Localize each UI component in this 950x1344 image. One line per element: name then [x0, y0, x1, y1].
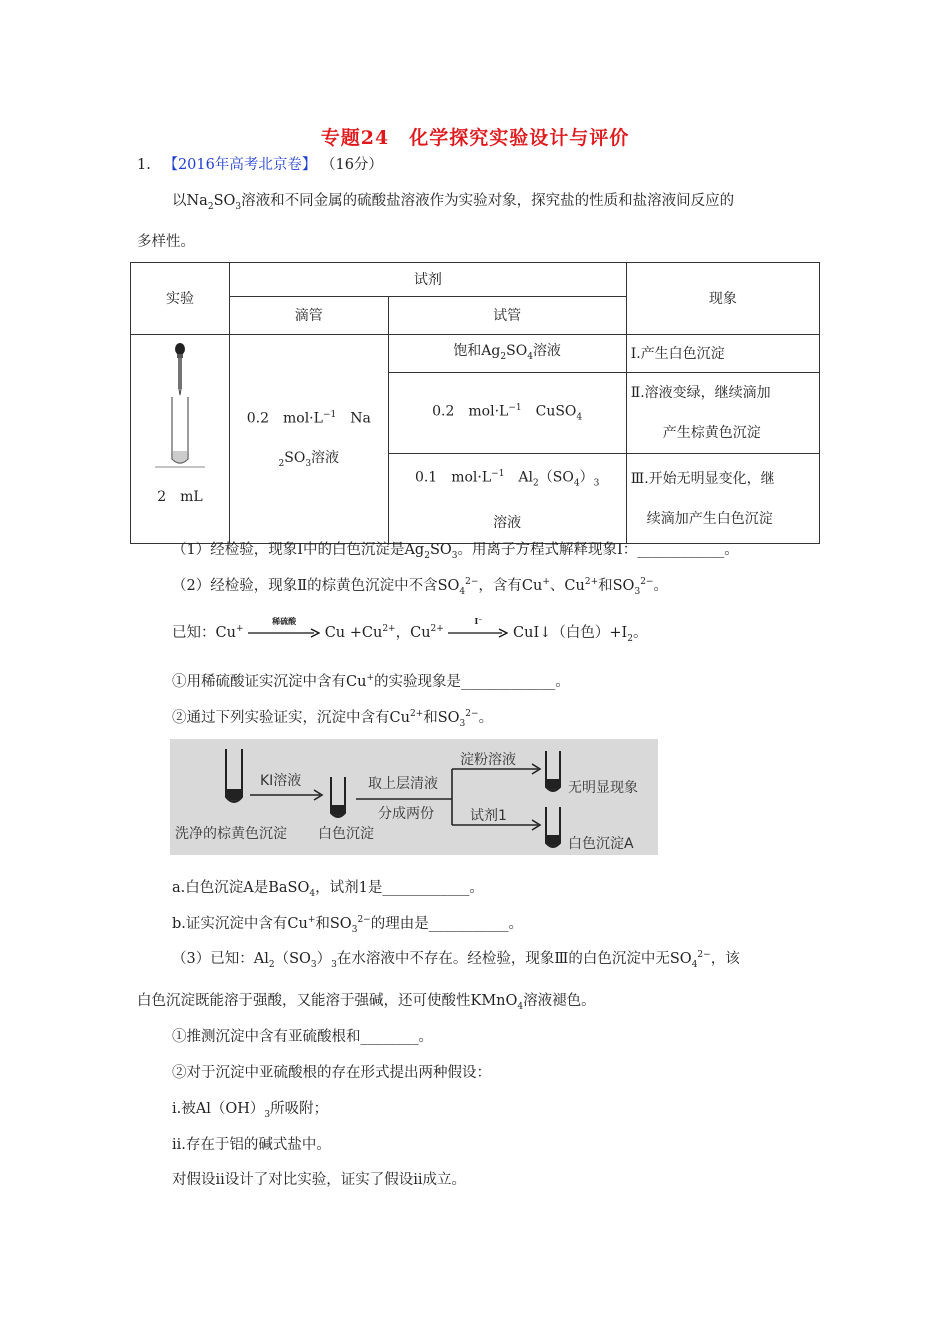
experiment-table: [130, 262, 820, 544]
part3-sub2: ②对于沉淀中亚硫酸根的存在形式提出两种假设：: [172, 1065, 491, 1081]
part2-sub-a: a.白色沉淀A是BaSO$_4$，试剂1是____________。: [172, 880, 484, 899]
part3-line-2: 白色沉淀既能溶于强酸，又能溶于强碱，还可使酸性KMnO$_4$溶液褪色。: [137, 993, 596, 1012]
tube-reagent-2: 0.2 $mol\cdot L^{-1}$ CuSO$_4$: [388, 373, 626, 454]
question-score: （16分）: [320, 157, 383, 173]
experiment-flow-diagram: [170, 739, 658, 855]
label-white-precipitate-a: 白色沉淀A: [568, 836, 634, 852]
intro-line-2: 多样性。: [137, 234, 195, 250]
header-reagent: 试剂: [230, 263, 627, 297]
part2-question: （2）经检验，现象Ⅱ的棕黄色沉淀中不含$SO_4^{2-}$，含有Cu+、$Cu^{2+}$和$SO_3^{2-}$。: [172, 577, 668, 597]
label-no-change: 无明显现象: [568, 780, 638, 796]
label-starch-solution: 淀粉溶液: [460, 752, 516, 768]
label-split-two: 分成两份: [378, 806, 434, 822]
part3-conclusion: 对假设ii设计了对比实验，证实了假设ii成立。: [172, 1172, 467, 1188]
intro-line-1: 以$Na_2SO_3$溶液和不同金属的硫酸盐溶液作为实验对象，探究盐的性质和盐溶液间反应的: [172, 193, 735, 212]
header-experiment: 实验: [131, 263, 230, 335]
part2-sub-b: b.证实沉淀中含有Cu+和$SO_3^{2-}$的理由是___________。: [172, 915, 523, 935]
right-arrow-icon: [248, 626, 320, 640]
part2-sub1: ①用稀硫酸证实沉淀中含有Cu+的实验现象是_____________。: [172, 673, 570, 690]
right-arrow-icon: [448, 626, 508, 640]
arrow-iodide: I⁻: [448, 626, 508, 640]
phenomenon-1: Ⅰ.产生白色沉淀: [626, 335, 819, 373]
part3-sub1: ①推测沉淀中含有亚硫酸根和________。: [172, 1029, 433, 1045]
header-test-tube: 试管: [388, 297, 626, 335]
dropper-reagent: 0.2 $mol\cdot L^{-1}$ Na $_2SO_3$溶液: [230, 335, 389, 544]
question-header: [137, 153, 383, 174]
hypothesis-2: ii.存在于铝的碱式盐中。: [172, 1137, 331, 1153]
phenomenon-2: Ⅱ.溶液变绿，继续滴加 产生棕黄色沉淀: [626, 373, 819, 454]
hypothesis-1: i.被$Al(OH)_3$所吸附；: [172, 1101, 329, 1120]
tube-reagent-3: 0.1 $mol\cdot L^{-1}$ $Al_2(SO_4)_3$ 溶液: [388, 454, 626, 544]
known-reactions: 已知：Cu+ 稀硫酸 $Cu +Cu^{2+}$，$Cu^{2+}$ I⁻ CuI↓（白色）$+I_2$。: [172, 616, 648, 644]
phenomenon-3: Ⅲ.开始无明显变化，继 续滴加产生白色沉淀: [626, 454, 819, 544]
volume-label: 2 mL: [157, 489, 203, 505]
tube-reagent-1: 饱和$Ag_2SO_4$溶液: [388, 335, 626, 373]
arrow-dilute-acid: 稀硫酸: [248, 626, 320, 640]
header-phenomenon: 现象: [626, 263, 819, 335]
header-dropper: 滴管: [230, 297, 389, 335]
label-white-precipitate: 白色沉淀: [318, 826, 374, 842]
label-reagent-1: 试剂1: [470, 808, 507, 824]
apparatus-cell: [131, 335, 230, 544]
label-washed-precipitate: 洗净的棕黄色沉淀: [175, 826, 287, 842]
page-title: 专题24 化学探究实验设计与评价: [320, 127, 630, 149]
label-take-supernatant: 取上层清液: [368, 776, 438, 792]
part1-question: （1）经检验，现象Ⅰ中的白色沉淀是$Ag_2SO_3$。用离子方程式解释现象Ⅰ：____________。: [172, 542, 739, 561]
label-ki-solution: KI溶液: [260, 773, 302, 789]
question-number: 1.: [137, 157, 151, 173]
part2-sub2: ②通过下列实验证实，沉淀中含有$Cu^{2+}$和$SO_3^{2-}$。: [172, 709, 494, 729]
test-tube-dropper-icon: [131, 339, 229, 475]
question-source: 【2016年高考北京卷】: [163, 157, 317, 173]
part3-line-1: （3）已知：$Al_2(SO_3)_3$在水溶液中不存在。经检验，现象Ⅲ的白色沉淀中无$SO_4^{2-}$，该: [172, 950, 740, 970]
